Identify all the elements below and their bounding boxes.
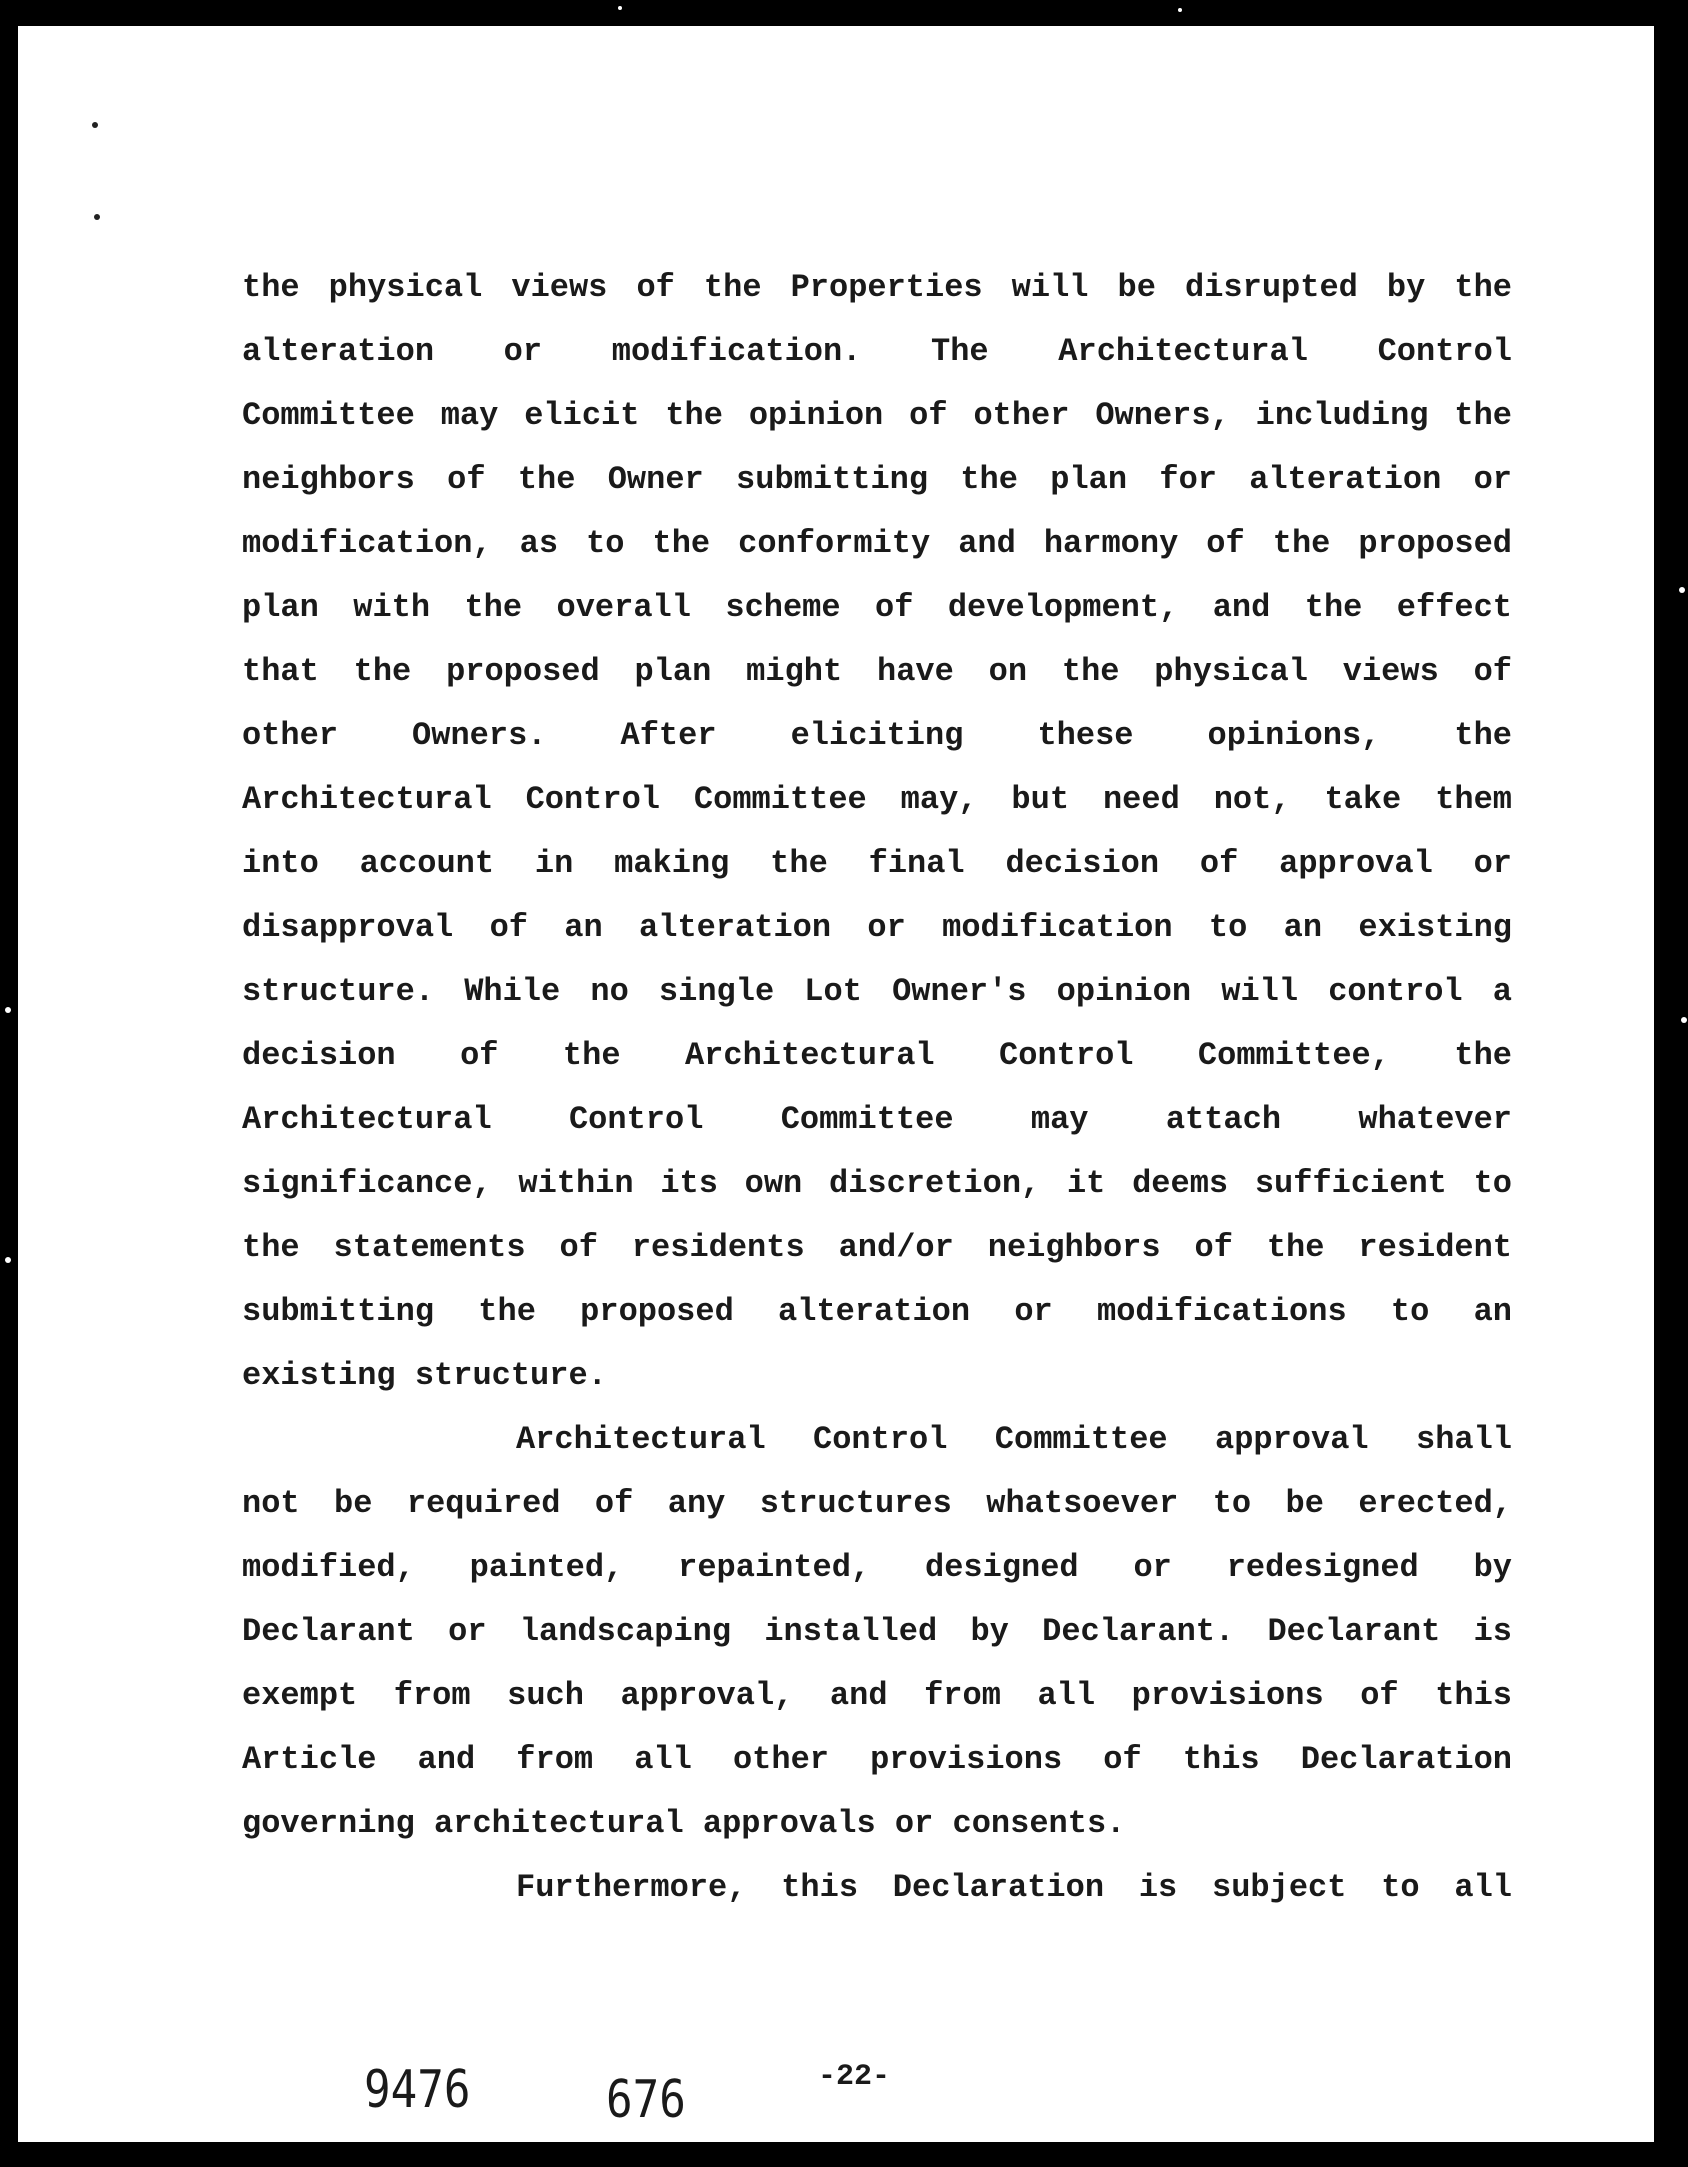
document-body (242, 256, 1512, 1920)
text-line: submitting the proposed alteration or modifications to an (242, 1293, 1512, 1330)
text-line: Article and from all other provisions of this Declaration (242, 1741, 1512, 1778)
text-line: disapproval of an alteration or modification to an existing (242, 909, 1512, 946)
text-line: the physical views of the Properties will be disrupted by the (242, 269, 1512, 306)
text-line: Architectural Control Committee approval shall (516, 1421, 1512, 1458)
text-line: significance, within its own discretion, it deems sufficient to (242, 1165, 1512, 1202)
text-line: exempt from such approval, and from all provisions of this (242, 1677, 1512, 1714)
page-number: -22- (818, 2060, 891, 2094)
text-line: Furthermore, this Declaration is subject to all (516, 1869, 1512, 1906)
text-line: structure. While no single Lot Owner's opinion will control a (242, 973, 1512, 1010)
text-line: the statements of residents and/or neighbors of the resident (242, 1229, 1512, 1266)
text-line: neighbors of the Owner submitting the plan for alteration or (242, 461, 1512, 498)
text-line: modification, as to the conformity and harmony of the proposed (242, 525, 1512, 562)
document-page (18, 26, 1654, 2142)
text-line: Committee may elicit the opinion of other Owners, including the (242, 397, 1512, 434)
text-line: into account in making the final decision of approval or (242, 845, 1512, 882)
text-line: Architectural Control Committee may attach whatever (242, 1101, 1512, 1138)
text-line: alteration or modification. The Architectural Control (242, 333, 1512, 370)
text-line: Declarant or landscaping installed by Declarant. Declarant is (242, 1613, 1512, 1650)
text-line: modified, painted, repainted, designed or redesigned by (242, 1549, 1512, 1586)
text-line: existing structure. (242, 1357, 607, 1394)
text-line: decision of the Architectural Control Committee, the (242, 1037, 1512, 1074)
text-line: that the proposed plan might have on the physical views of (242, 653, 1512, 690)
book-number: 9476 (364, 2060, 471, 2120)
text-line: other Owners. After eliciting these opinions, the (242, 717, 1512, 754)
text-line: plan with the overall scheme of development, and the effect (242, 589, 1512, 626)
page-reference-number: 676 (606, 2070, 686, 2130)
text-line: governing architectural approvals or consents. (242, 1805, 1126, 1842)
text-line: Architectural Control Committee may, but need not, take them (242, 781, 1512, 818)
text-line: not be required of any structures whatsoever to be erected, (242, 1485, 1512, 1522)
